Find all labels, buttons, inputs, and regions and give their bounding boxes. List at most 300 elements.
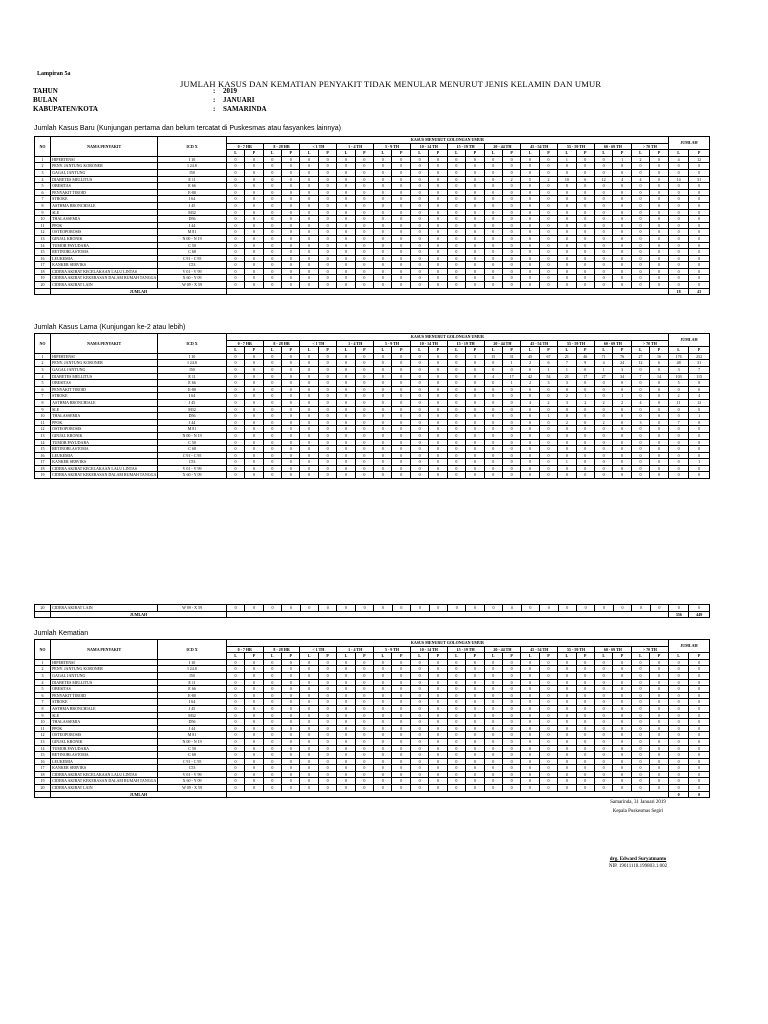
value-cell: 7 — [668, 419, 688, 426]
value-cell: 0 — [594, 705, 612, 712]
value-cell: 0 — [484, 446, 502, 453]
value-cell: 0 — [502, 446, 520, 453]
value-cell: 0 — [263, 725, 281, 732]
value-cell: 0 — [650, 705, 669, 712]
value-cell: 0 — [263, 679, 281, 686]
value-cell: 0 — [668, 406, 688, 413]
value-cell: 0 — [689, 242, 710, 249]
row-no: 3 — [35, 366, 51, 373]
value-cell: 0 — [558, 745, 576, 752]
value-cell: 0 — [576, 163, 594, 170]
age-group-header: 20 - 44 TH — [484, 646, 521, 653]
value-cell: 0 — [374, 732, 392, 739]
age-group-header: > 70 TH — [631, 340, 668, 347]
value-cell: 0 — [650, 771, 669, 778]
value-cell: 0 — [374, 452, 392, 459]
sex-header-p: P — [392, 347, 410, 354]
value-cell: 0 — [429, 393, 447, 400]
value-cell: 21 — [558, 353, 576, 360]
value-cell: 0 — [521, 446, 539, 453]
value-cell: 0 — [502, 465, 520, 472]
value-cell: 0 — [410, 373, 428, 380]
disease-name: SLE — [51, 209, 158, 216]
value-cell: 0 — [318, 156, 336, 163]
value-cell: 0 — [631, 719, 649, 726]
value-cell: 0 — [447, 169, 465, 176]
value-cell: 0 — [558, 209, 576, 216]
table-row — [35, 672, 710, 679]
value-cell: 0 — [245, 699, 263, 706]
value-cell: 0 — [484, 765, 502, 772]
value-cell: 0 — [447, 771, 465, 778]
icd-code: I 24.8 — [158, 360, 227, 367]
icd-code: C53 — [158, 262, 227, 269]
value-cell: 0 — [282, 452, 300, 459]
value-cell: 0 — [300, 353, 318, 360]
disease-name: PENY. JANTUNG KORONER — [51, 360, 158, 367]
value-cell: 0 — [300, 163, 318, 170]
value-cell: 0 — [447, 176, 465, 183]
value-cell: 0 — [282, 738, 300, 745]
value-cell: 0 — [521, 183, 539, 190]
row-no: 14 — [35, 439, 51, 446]
table-row — [35, 380, 710, 387]
disease-name: GINJAL KRONIK — [51, 235, 158, 242]
value-cell: 0 — [392, 353, 410, 360]
disease-name: OBESITAS — [51, 686, 158, 693]
value-cell: 0 — [263, 659, 281, 666]
value-cell: 0 — [337, 419, 355, 426]
value-cell: 0 — [392, 229, 410, 236]
table-row — [35, 386, 710, 393]
value-cell: 0 — [392, 732, 410, 739]
icd-code: E 66 — [158, 686, 227, 693]
value-cell: 0 — [447, 765, 465, 772]
sex-header-p: P — [539, 347, 557, 354]
value-cell: 7 — [631, 373, 649, 380]
value-cell: 0 — [539, 183, 557, 190]
value-cell: 0 — [392, 406, 410, 413]
value-cell: 0 — [594, 745, 612, 752]
value-cell: 0 — [337, 209, 355, 216]
value-cell: 0 — [263, 399, 281, 406]
icd-code: C 50 — [158, 745, 227, 752]
age-group-header: 15 - 19 TH — [447, 646, 484, 653]
value-cell: 0 — [318, 366, 336, 373]
value-cell: 0 — [337, 426, 355, 433]
value-cell: 0 — [594, 282, 612, 289]
table-row — [35, 176, 710, 183]
value-cell: 4 — [594, 360, 612, 367]
value-cell: 1 — [539, 366, 557, 373]
value-cell: 0 — [318, 176, 336, 183]
value-cell: 0 — [484, 785, 502, 792]
age-group-header: 10 - 14 TH — [410, 646, 447, 653]
value-cell: 0 — [631, 366, 649, 373]
table-row — [35, 765, 710, 772]
value-cell: 0 — [355, 222, 373, 229]
value-cell: 0 — [245, 426, 263, 433]
value-cell: 0 — [631, 183, 649, 190]
sex-header-l: L — [521, 150, 539, 157]
value-cell: 0 — [374, 353, 392, 360]
value-cell: 0 — [668, 765, 688, 772]
value-cell: 0 — [668, 262, 688, 269]
value-cell: 0 — [689, 386, 710, 393]
value-cell: 0 — [263, 465, 281, 472]
value-cell: 0 — [245, 399, 263, 406]
value-cell: 0 — [318, 209, 336, 216]
value-cell: 0 — [484, 725, 502, 732]
value-cell: 0 — [594, 732, 612, 739]
table-row — [35, 282, 710, 289]
value-cell: 0 — [466, 672, 484, 679]
value-cell: 0 — [466, 778, 484, 785]
value-cell: 0 — [374, 432, 392, 439]
value-cell: 0 — [355, 249, 373, 256]
value-cell: 0 — [502, 472, 520, 479]
value-cell: 0 — [245, 439, 263, 446]
value-cell: 0 — [374, 699, 392, 706]
icd-code: N 00 - N 19 — [158, 432, 227, 439]
table-row — [35, 725, 710, 732]
value-cell: 0 — [355, 725, 373, 732]
value-cell: 0 — [282, 268, 300, 275]
value-cell: 0 — [355, 712, 373, 719]
value-cell: 0 — [374, 222, 392, 229]
value-cell: 0 — [576, 732, 594, 739]
age-group-header: 0 - 7 HR — [226, 143, 263, 150]
value-cell: 0 — [318, 406, 336, 413]
value-cell: 0 — [318, 426, 336, 433]
value-cell: 0 — [668, 752, 688, 759]
age-group-header: 10 - 14 TH — [410, 340, 447, 347]
value-cell: 0 — [668, 459, 688, 466]
value-cell: 0 — [410, 156, 428, 163]
icd-code: J 45 — [158, 705, 227, 712]
value-cell: 0 — [447, 725, 465, 732]
value-cell: 0 — [318, 719, 336, 726]
value-cell: 9 — [576, 360, 594, 367]
value-cell: 0 — [631, 406, 649, 413]
value-cell: 0 — [631, 432, 649, 439]
value-cell: 0 — [374, 765, 392, 772]
value-cell: 0 — [576, 758, 594, 765]
value-cell: 0 — [650, 169, 669, 176]
icd-code: C53 — [158, 765, 227, 772]
value-cell: 0 — [392, 785, 410, 792]
value-cell: 0 — [484, 605, 502, 612]
value-cell: 0 — [337, 686, 355, 693]
value-cell: 0 — [318, 686, 336, 693]
value-cell: 2 — [521, 380, 539, 387]
value-cell: 0 — [594, 249, 612, 256]
value-cell: 0 — [226, 426, 244, 433]
value-cell: 0 — [631, 275, 649, 282]
value-cell: 0 — [337, 156, 355, 163]
icd-code: W 09 - X 59 — [158, 785, 227, 792]
value-cell: 0 — [429, 732, 447, 739]
value-cell: 0 — [226, 465, 244, 472]
value-cell: 0 — [668, 249, 688, 256]
sex-header-l: L — [410, 347, 428, 354]
value-cell: 0 — [576, 778, 594, 785]
value-cell: 0 — [429, 712, 447, 719]
value-cell: 0 — [594, 465, 612, 472]
value-cell: 0 — [355, 235, 373, 242]
disease-name: STROKE — [51, 699, 158, 706]
value-cell: 0 — [650, 399, 669, 406]
icd-code: C 50 — [158, 242, 227, 249]
value-cell: 0 — [502, 393, 520, 400]
value-cell: 24 — [613, 360, 631, 367]
sex-header-p: P — [576, 150, 594, 157]
value-cell: 0 — [355, 169, 373, 176]
value-cell: 0 — [226, 386, 244, 393]
value-cell: 0 — [282, 465, 300, 472]
table-row — [35, 659, 710, 666]
value-cell: 0 — [263, 196, 281, 203]
value-cell: 0 — [374, 413, 392, 420]
value-cell: 0 — [300, 262, 318, 269]
value-cell: 0 — [539, 785, 557, 792]
value-cell: 0 — [484, 686, 502, 693]
value-cell: 0 — [263, 771, 281, 778]
value-cell: 0 — [631, 725, 649, 732]
value-cell: 0 — [484, 719, 502, 726]
value-cell: 0 — [226, 366, 244, 373]
value-cell: 0 — [631, 785, 649, 792]
value-cell: 0 — [374, 659, 392, 666]
disease-name: GAGAL JANTUNG — [51, 169, 158, 176]
disease-name: CIDERA AKIBAT KEKERASAN DALAM RUMAH TANGGA — [52, 275, 157, 281]
value-cell: 0 — [502, 163, 520, 170]
icd-code: E 11 — [158, 679, 227, 686]
value-cell: 0 — [282, 156, 300, 163]
value-cell: 0 — [282, 771, 300, 778]
value-cell: 0 — [374, 758, 392, 765]
value-cell: 176 — [668, 353, 688, 360]
value-cell: 27 — [631, 353, 649, 360]
sex-header-p: P — [355, 653, 373, 660]
icd-code: I 24.8 — [158, 666, 227, 673]
value-cell: 0 — [539, 752, 557, 759]
row-no: 2 — [35, 163, 51, 170]
sex-header-l: L — [558, 653, 576, 660]
value-cell: 0 — [410, 163, 428, 170]
value-cell: 0 — [374, 366, 392, 373]
value-cell: 0 — [300, 679, 318, 686]
value-cell: 0 — [466, 725, 484, 732]
value-cell: 0 — [594, 738, 612, 745]
value-cell: 0 — [263, 752, 281, 759]
value-cell: 0 — [503, 605, 521, 612]
value-cell: 0 — [447, 196, 465, 203]
table-row — [35, 738, 710, 745]
disease-name: PENYAKIT TIROID — [51, 189, 158, 196]
icd-code: J 44 — [158, 222, 227, 229]
value-cell: 0 — [245, 778, 263, 785]
value-cell: 3 — [631, 419, 649, 426]
value-cell: 0 — [447, 353, 465, 360]
value-cell: 0 — [650, 472, 669, 479]
value-cell: 0 — [613, 745, 631, 752]
sex-header-l: L — [226, 653, 244, 660]
total-row — [35, 288, 710, 295]
row-no: 1 — [35, 156, 51, 163]
value-cell: 0 — [576, 406, 594, 413]
value-cell: 0 — [466, 679, 484, 686]
value-cell: 0 — [521, 732, 539, 739]
value-cell: 0 — [282, 249, 300, 256]
value-cell: 0 — [392, 432, 410, 439]
value-cell: 0 — [689, 778, 710, 785]
value-cell: 0 — [245, 380, 263, 387]
sex-header-p: P — [466, 653, 484, 660]
icd-code: J 45 — [158, 202, 227, 209]
value-cell: 0 — [410, 679, 428, 686]
value-cell: 0 — [502, 183, 520, 190]
row-no: 14 — [35, 745, 51, 752]
value-cell: 0 — [668, 386, 688, 393]
value-cell: 0 — [558, 666, 576, 673]
value-cell: 0 — [410, 452, 428, 459]
sex-header-l: L — [668, 653, 688, 660]
value-cell: 0 — [392, 235, 410, 242]
age-group-header: 1 - 4 TH — [337, 340, 374, 347]
value-cell: 0 — [594, 163, 612, 170]
value-cell: 0 — [447, 712, 465, 719]
value-cell: 0 — [410, 406, 428, 413]
value-cell: 0 — [466, 255, 484, 262]
value-cell: 0 — [631, 202, 649, 209]
value-cell: 0 — [650, 785, 669, 792]
icd-code: E 66 — [158, 380, 227, 387]
value-cell: 0 — [318, 268, 336, 275]
value-cell: 0 — [300, 189, 318, 196]
icd-code: C 68 — [158, 249, 227, 256]
value-cell: 0 — [429, 262, 447, 269]
value-cell: 0 — [429, 169, 447, 176]
table-row — [35, 196, 710, 203]
value-cell: 0 — [245, 393, 263, 400]
value-cell: 0 — [355, 672, 373, 679]
value-cell: 0 — [631, 393, 649, 400]
value-cell: 0 — [576, 366, 594, 373]
value-cell: 0 — [613, 196, 631, 203]
value-cell: 0 — [668, 235, 688, 242]
value-cell: 0 — [392, 666, 410, 673]
value-cell: 0 — [502, 399, 520, 406]
value-cell: 10 — [558, 176, 576, 183]
table-row — [35, 679, 710, 686]
table-row — [35, 360, 710, 367]
value-cell: 0 — [318, 745, 336, 752]
value-cell: 0 — [689, 202, 710, 209]
value-cell: 0 — [594, 275, 612, 282]
value-cell: 0 — [392, 719, 410, 726]
value-cell: 0 — [392, 426, 410, 433]
value-cell: 0 — [631, 413, 649, 420]
value-cell: 0 — [668, 472, 688, 479]
row-no: 2 — [35, 666, 51, 673]
value-cell: 0 — [668, 692, 688, 699]
sex-header-p: P — [429, 653, 447, 660]
icd-code: E-80 — [158, 189, 227, 196]
table-row — [35, 202, 710, 209]
value-cell: 0 — [502, 249, 520, 256]
value-cell: 0 — [374, 216, 392, 223]
table-row — [35, 262, 710, 269]
row-no: 17 — [35, 459, 51, 466]
value-cell: 0 — [374, 459, 392, 466]
row-no: 19 — [35, 778, 51, 785]
disease-name: CIDERA AKIBAT KECELAKAAN LALU LINTAS — [51, 465, 158, 472]
value-cell: 0 — [650, 752, 669, 759]
value-cell: 0 — [466, 282, 484, 289]
age-group-header: 60 - 69 TH — [594, 340, 631, 347]
age-group-header: 20 - 44 TH — [484, 143, 521, 150]
value-cell: 0 — [263, 163, 281, 170]
value-cell: 0 — [502, 771, 520, 778]
value-cell: 0 — [558, 249, 576, 256]
value-cell: 0 — [355, 229, 373, 236]
value-cell: 0 — [447, 275, 465, 282]
value-cell: 0 — [447, 666, 465, 673]
value-cell: 0 — [410, 719, 428, 726]
value-cell: 0 — [410, 686, 428, 693]
value-cell: 0 — [355, 465, 373, 472]
value-cell: 0 — [263, 242, 281, 249]
signature-place-date: Samarinda, 31 Januari 2019 — [610, 800, 666, 805]
icd-code: J 44 — [158, 725, 227, 732]
value-cell: 0 — [282, 386, 300, 393]
icd-code: M32 — [158, 406, 227, 413]
value-cell: 0 — [484, 275, 502, 282]
value-cell: 0 — [613, 282, 631, 289]
value-cell: 0 — [429, 406, 447, 413]
value-cell: 0 — [631, 426, 649, 433]
icd-code: M 81 — [158, 732, 227, 739]
table-row — [35, 426, 710, 433]
value-cell: 0 — [429, 222, 447, 229]
value-cell: 0 — [689, 605, 710, 612]
value-cell: 0 — [576, 465, 594, 472]
value-cell: 0 — [318, 386, 336, 393]
value-cell: 0 — [300, 222, 318, 229]
value-cell: 0 — [594, 386, 612, 393]
value-cell: 1 — [539, 413, 557, 420]
value-cell: 0 — [318, 360, 336, 367]
icd-code: M32 — [158, 712, 227, 719]
value-cell: 0 — [355, 262, 373, 269]
row-no: 11 — [35, 419, 51, 426]
value-cell: 0 — [226, 778, 244, 785]
value-cell: 0 — [282, 659, 300, 666]
value-cell: 1 — [613, 393, 631, 400]
value-cell: 0 — [650, 262, 669, 269]
value-cell: 0 — [689, 216, 710, 223]
value-cell: 0 — [447, 242, 465, 249]
value-cell: 12 — [594, 176, 612, 183]
value-cell: 0 — [650, 432, 669, 439]
sex-header-l: L — [374, 150, 392, 157]
value-cell: 0 — [282, 216, 300, 223]
table-row — [35, 373, 710, 380]
value-cell: 4 — [613, 176, 631, 183]
value-cell: 0 — [300, 705, 318, 712]
value-cell: 0 — [410, 758, 428, 765]
